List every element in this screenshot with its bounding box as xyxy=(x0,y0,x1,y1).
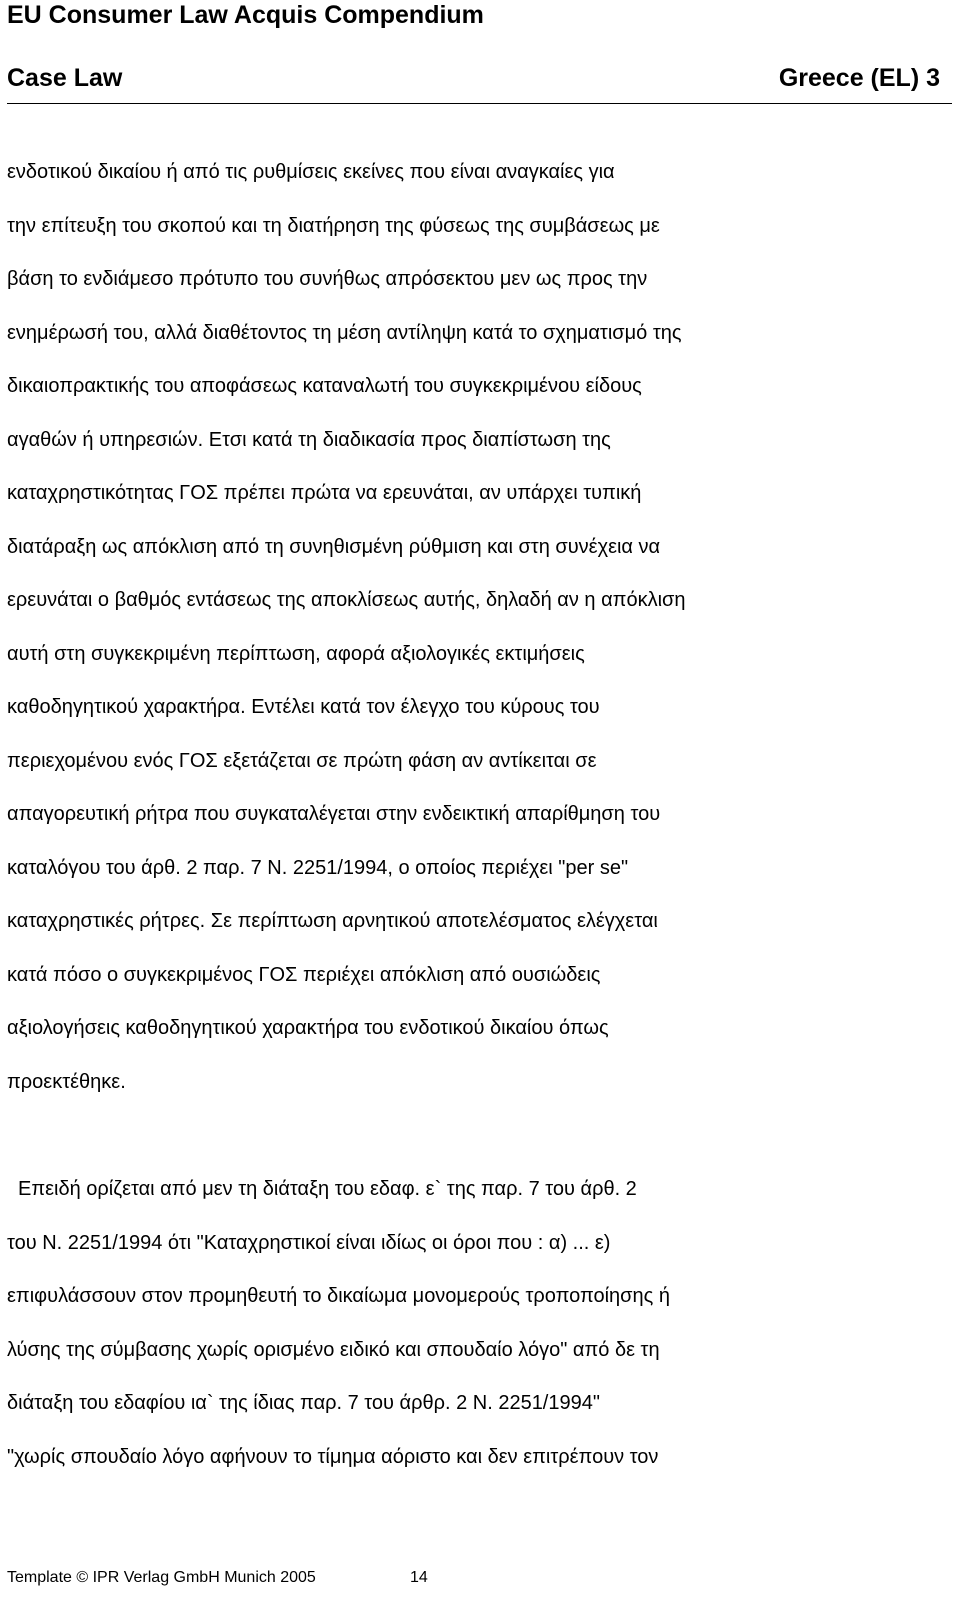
footer-template-note: Template © IPR Verlag GmbH Munich 2005 xyxy=(7,1569,316,1586)
text-line: απαγορευτική ρήτρα που συγκαταλέγεται στην ενδεικτική απαρίθμηση του xyxy=(7,803,661,825)
text-line: κατά πόσο ο συγκεκριμένος ΓΟΣ περιέχει απόκλιση από ουσιώδεις xyxy=(7,963,601,986)
paragraph-2 xyxy=(7,1163,937,1484)
text-line: ενδοτικού δικαίου ή από τις ρυθμίσεις εκείνες που είναι αναγκαίες για xyxy=(7,161,615,183)
text-line: καταλόγου του άρθ. 2 παρ. 7 Ν. 2251/1994, ο οποίος περιέχει "per se" xyxy=(7,856,629,879)
text-line: αξιολογήσεις καθοδηγητικού χαρακτήρα του ενδοτικού δικαίου όπως xyxy=(7,1017,609,1039)
text-line: περιεχομένου ενός ΓΟΣ εξετάζεται σε πρώτη φάση αν αντίκειται σε xyxy=(7,749,597,772)
document-body xyxy=(7,146,937,1484)
text-line: ερευνάται ο βαθμός εντάσεως της αποκλίσεως αυτής, δηλαδή αν η απόκλιση xyxy=(7,589,686,611)
text-line: καθοδηγητικού χαρακτήρα. Εντέλει κατά τον έλεγχο του κύρους του xyxy=(7,696,600,718)
text-line: του Ν. 2251/1994 ότι "Καταχρηστικοί είναι ιδίως οι όροι που : α) ... ε) xyxy=(7,1231,611,1254)
text-line: αγαθών ή υπηρεσιών. Ετσι κατά τη διαδικασία προς διαπίστωση της xyxy=(7,428,611,451)
text-line: Επειδή ορίζεται από μεν τη διάταξη του εδαφ. ε` της παρ. 7 του άρθ. 2 xyxy=(18,1178,637,1200)
text-line: καταχρηστικές ρήτρες. Σε περίπτωση αρνητικού αποτελέσματος ελέγχεται xyxy=(7,910,658,932)
text-line: προεκτέθηκε. xyxy=(7,1070,126,1093)
text-line: βάση το ενδιάμεσο πρότυπο του συνήθως απρόσεκτου μεν ως προς την xyxy=(7,268,648,290)
text-line: δικαιοπρακτικής του αποφάσεως καταναλωτή του συγκεκριμένου είδους xyxy=(7,375,642,397)
paragraph-1 xyxy=(7,146,937,1109)
section-label: Case Law xyxy=(7,64,123,92)
country-page-label: Greece (EL) 3 xyxy=(778,64,940,92)
text-line: επιφυλάσσουν στον προμηθευτή το δικαίωμα μονομερούς τροποποίησης ή xyxy=(7,1285,670,1307)
text-line: ενημέρωσή του, αλλά διαθέτοντος τη μέση αντίληψη κατά το σχηματισμό της xyxy=(7,321,682,344)
text-line: διάταξη του εδαφίου ια` της ίδιας παρ. 7 του άρθρ. 2 Ν. 2251/1994" xyxy=(7,1392,600,1414)
header-divider xyxy=(7,103,952,104)
text-line: την επίτευξη του σκοπού και τη διατήρηση της φύσεως της συμβάσεως με xyxy=(7,214,660,237)
paragraph-gap xyxy=(7,1109,937,1163)
text-line: "χωρίς σπουδαίο λόγο αφήνουν το τίμημα αόριστο και δεν επιτρέπουν τον xyxy=(7,1445,659,1468)
text-line: αυτή στη συγκεκριμένη περίπτωση, αφορά αξιολογικές εκτιμήσεις xyxy=(7,642,585,665)
document-title: EU Consumer Law Acquis Compendium xyxy=(7,1,484,29)
footer-page-number: 14 xyxy=(410,1569,428,1586)
text-line: καταχρηστικότητας ΓΟΣ πρέπει πρώτα να ερευνάται, αν υπάρχει τυπική xyxy=(7,482,642,504)
running-header xyxy=(7,61,940,95)
text-line: διατάραξη ως απόκλιση από τη συνηθισμένη ρύθμιση και στη συνέχεια να xyxy=(7,535,661,558)
text-line: λύσης της σύμβασης χωρίς ορισμένο ειδικό και σπουδαίο λόγο" από δε τη xyxy=(7,1338,660,1361)
